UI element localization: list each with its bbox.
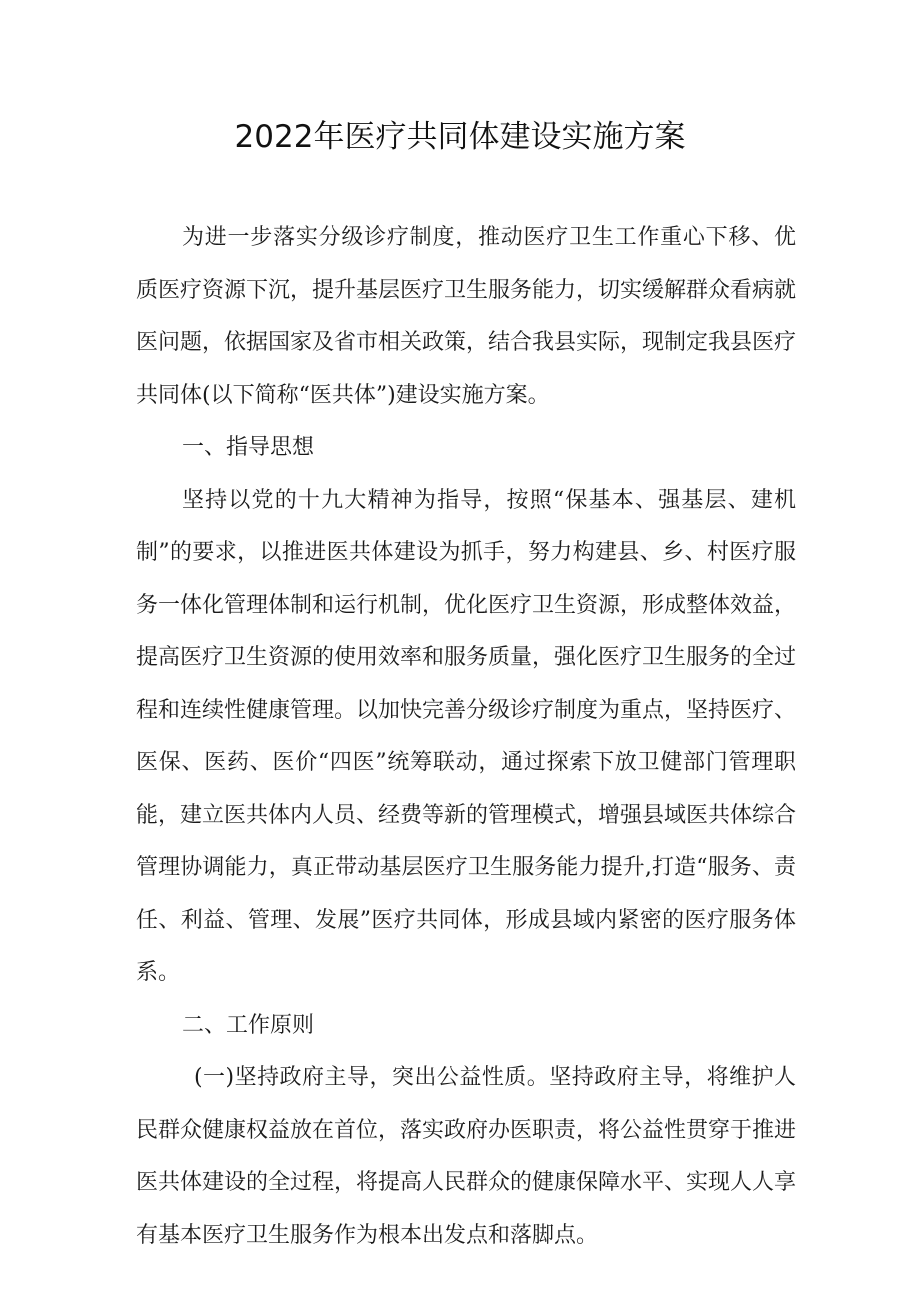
principle-item-1-paragraph: (一)坚持政府主导，突出公益性质。坚持政府主导，将维护人民群众健康权益放在首位，落实政府办医职责，将公益性贯穿于推进医共体建设的全过程，将提高人民群众的健康保障水平、实现人人享有基本医疗卫生服务作为根本出发点和落脚点。 [136, 1065, 797, 1248]
guiding-ideology-paragraph: 坚持以党的十九大精神为指导，按照“保基本、强基层、建机制”的要求，以推进医共体建设为抓手，努力构建县、乡、村医疗服务一体化管理体制和运行机制，优化医疗卫生资源，形成整体效益，提高医疗卫生资源的使用效率和服务质量，强化医疗卫生服务的全过程和连续性健康管理。以加快完善分级诊疗制度为重点，坚持医疗、医保、医药、医价“四医”统筹联动，通过探索下放卫健部门管理职能，建立医共体内人员、经费等新的管理模式，增强县域医共体综合管理协调能力，真正带动基层医疗卫生服务能力提升,打造“服务、责任、利益、管理、发展”医疗共同体，形成县域内紧密的医疗服务体系。 [136, 487, 797, 985]
document-title: 2022年医疗共同体建设实施方案 [234, 119, 686, 155]
section-heading-guiding-ideology: 一、指导思想 [182, 435, 315, 460]
section-heading-work-principles: 二、工作原则 [182, 1012, 315, 1038]
intro-paragraph: 为进一步落实分级诊疗制度，推动医疗卫生工作重心下移、优质医疗资源下沉，提升基层医疗卫生服务能力，切实缓解群众看病就医问题，依据国家及省市相关政策，结合我县实际，现制定我县医疗共同体(以下简称“医共体”)建设实施方案。 [136, 225, 797, 408]
document-body [136, 212, 796, 1262]
